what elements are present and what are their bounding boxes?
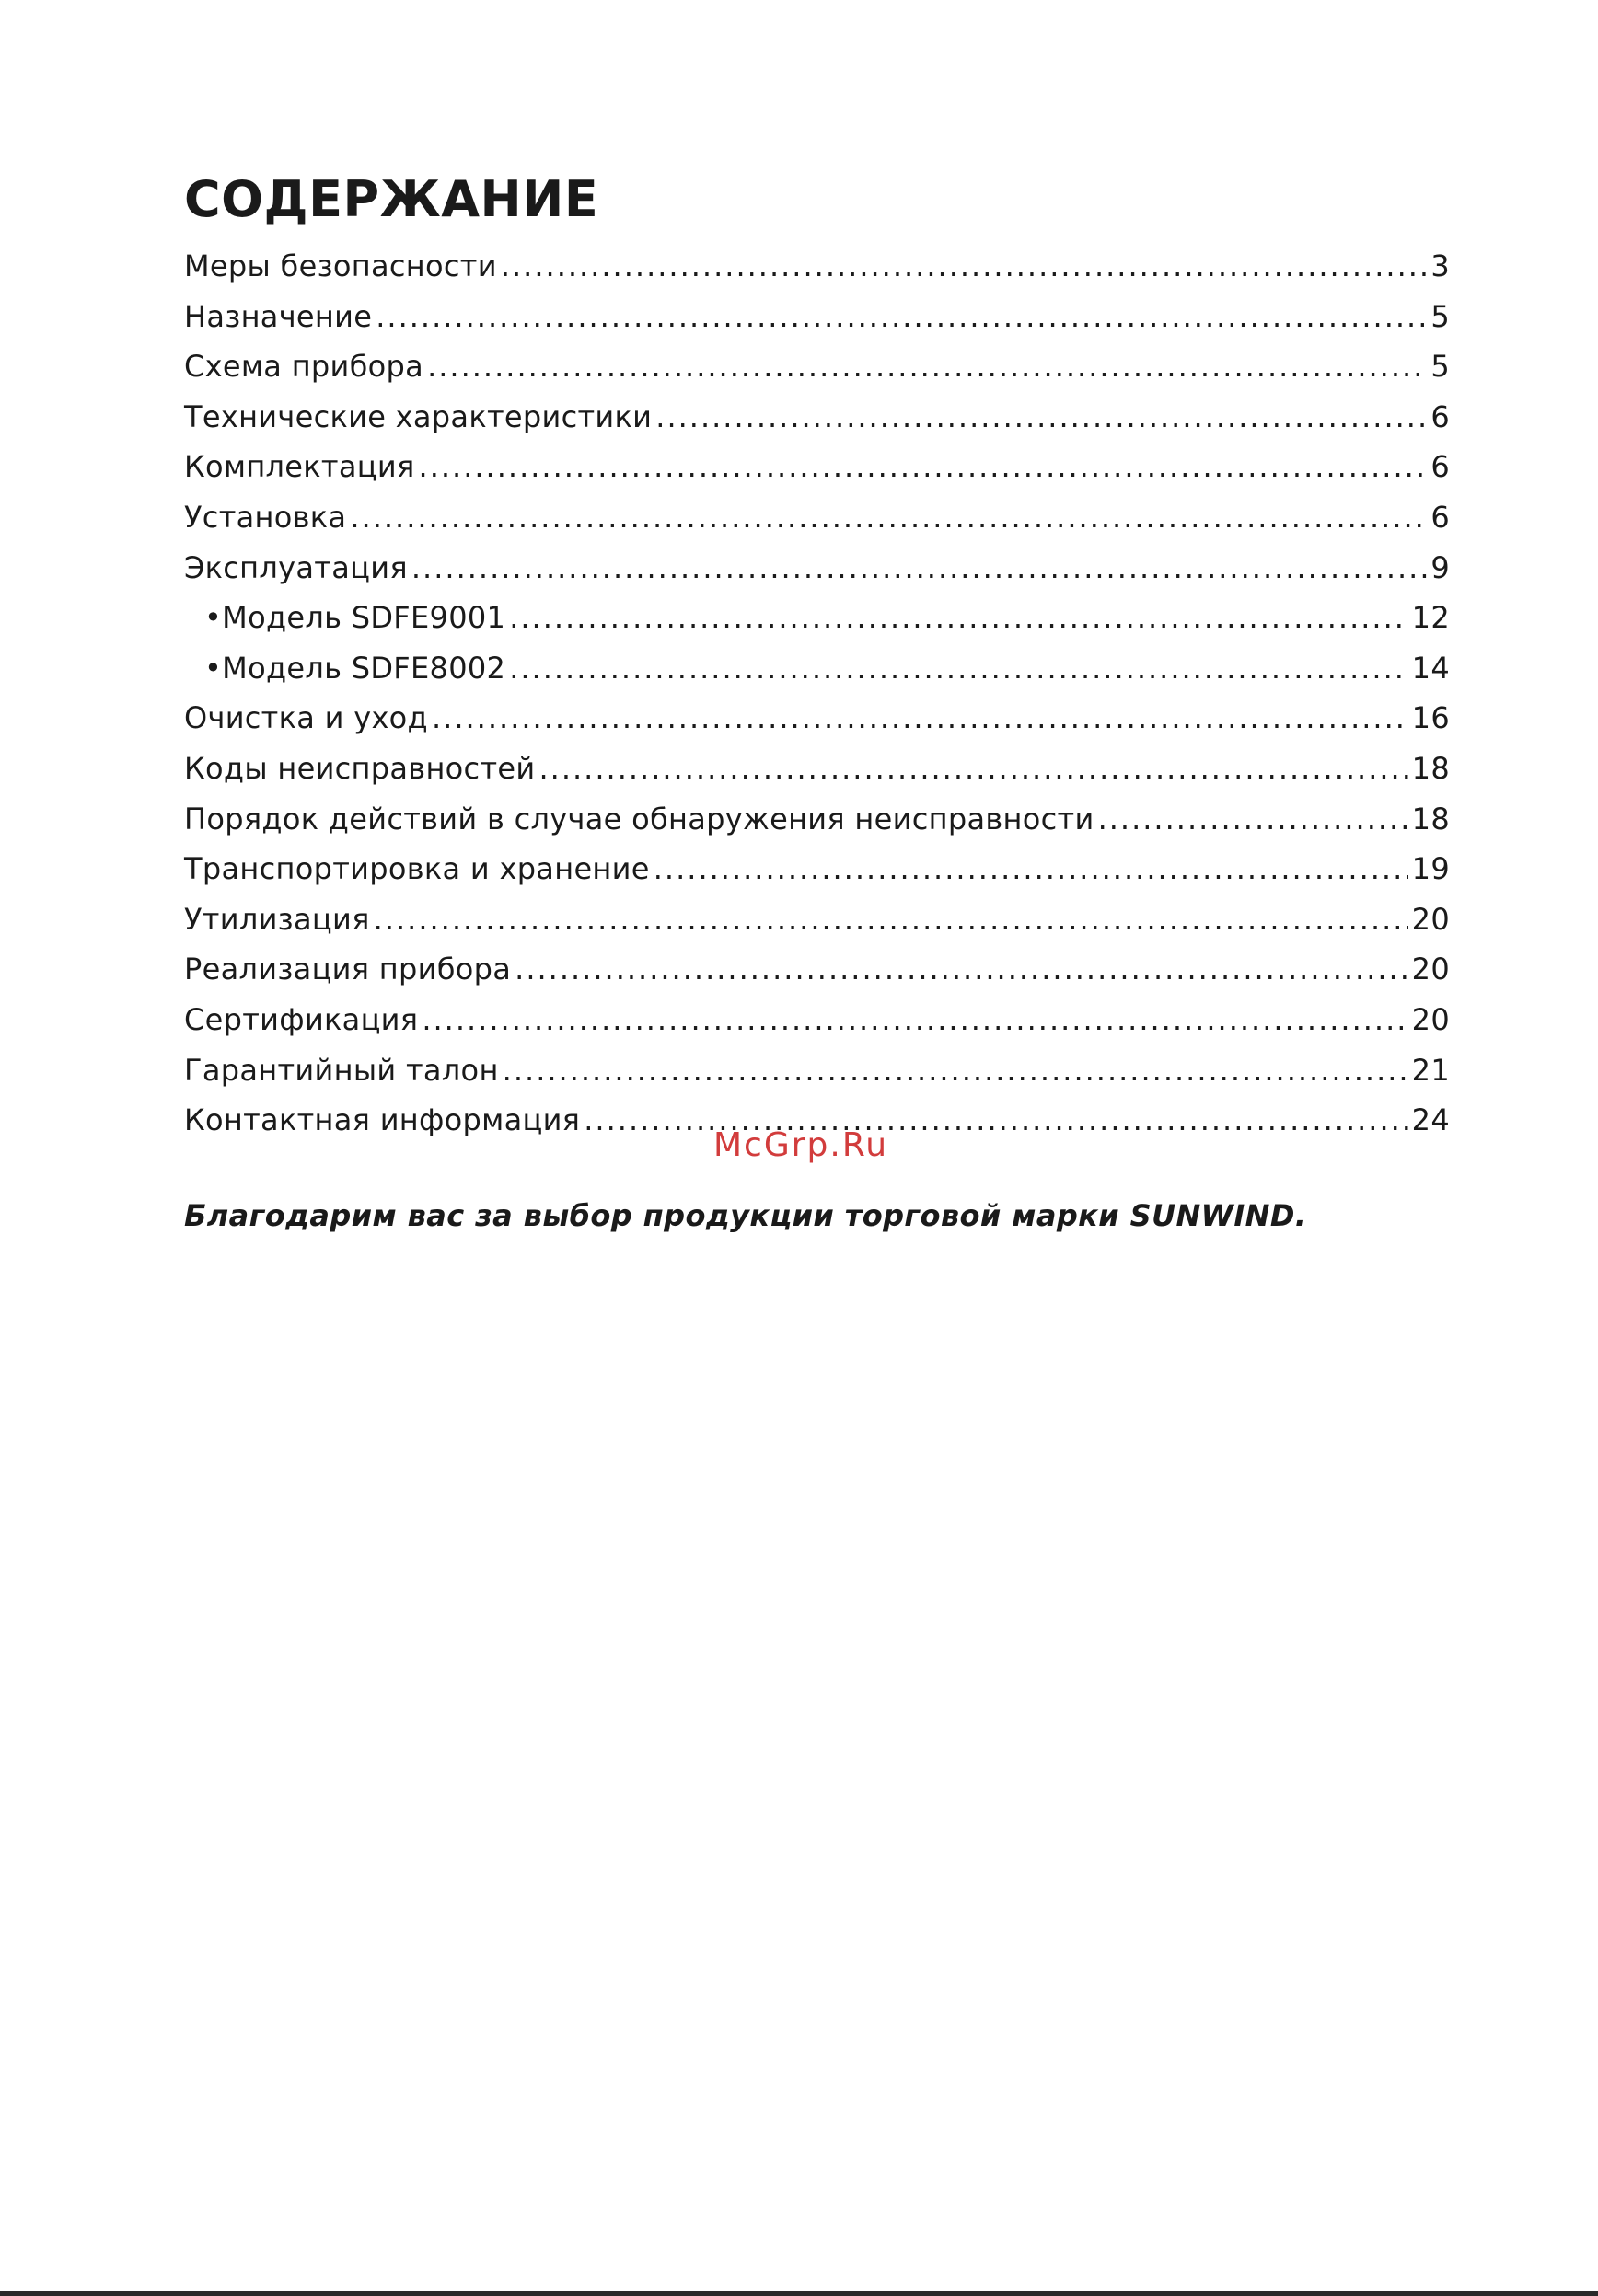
toc-entry bbox=[184, 894, 1450, 945]
toc-leader-dots bbox=[501, 241, 1428, 292]
toc-entry-label: Очистка и уход bbox=[184, 700, 428, 736]
toc-entry-page: 21 bbox=[1411, 1052, 1450, 1088]
toc-entry-page: 24 bbox=[1411, 1102, 1450, 1138]
toc-entry bbox=[184, 543, 1450, 594]
toc-leader-dots bbox=[422, 995, 1407, 1045]
toc-entry-page: 5 bbox=[1430, 349, 1450, 385]
toc-leader-dots bbox=[427, 341, 1427, 392]
toc-entry-label: Гарантийный талон bbox=[184, 1052, 499, 1088]
toc-entry bbox=[184, 442, 1450, 492]
toc-entry-page: 12 bbox=[1411, 600, 1450, 636]
bottom-divider bbox=[0, 2291, 1598, 2296]
toc-entry-label: Установка bbox=[184, 499, 347, 535]
toc-entry-label: Эксплуатация bbox=[184, 549, 408, 585]
toc-leader-dots bbox=[538, 744, 1407, 794]
toc-leader-dots bbox=[350, 492, 1427, 543]
toc-entry-page: 16 bbox=[1411, 700, 1450, 736]
toc-entry-label: Реализация прибора bbox=[184, 952, 512, 987]
toc-entry-page: 5 bbox=[1430, 298, 1450, 334]
toc-entry bbox=[184, 794, 1450, 845]
toc-leader-dots bbox=[584, 1095, 1407, 1146]
toc-leader-dots bbox=[419, 442, 1428, 492]
toc-entry-page: 6 bbox=[1430, 499, 1450, 535]
toc-leader-dots bbox=[411, 543, 1427, 594]
toc-entry bbox=[184, 492, 1450, 543]
toc-leader-dots bbox=[503, 1045, 1408, 1096]
toc-leader-dots bbox=[1098, 794, 1408, 845]
toc-entry-label: Технические характеристики bbox=[184, 398, 653, 434]
toc-entry-page: 18 bbox=[1411, 750, 1450, 786]
toc-entry-label: Коды неисправностей bbox=[184, 750, 536, 786]
toc-entry-label: Комплектация bbox=[184, 449, 415, 485]
toc-entry bbox=[184, 844, 1450, 894]
toc-entry bbox=[184, 341, 1450, 392]
toc-leader-dots bbox=[374, 894, 1408, 945]
toc-entry-page: 9 bbox=[1430, 549, 1450, 585]
toc-entry-label: Утилизация bbox=[184, 901, 370, 937]
toc-leader-dots bbox=[509, 643, 1407, 694]
toc-entry bbox=[184, 292, 1450, 342]
toc-entry bbox=[184, 693, 1450, 744]
toc-entry bbox=[184, 995, 1450, 1045]
toc-entry-page: 18 bbox=[1411, 801, 1450, 836]
toc-entry-label: •Модель SDFE8002 bbox=[204, 650, 506, 686]
toc-entry bbox=[184, 944, 1450, 995]
toc-entry-label: Контактная информация bbox=[184, 1102, 581, 1138]
watermark-text: McGrp.Ru bbox=[713, 1126, 889, 1164]
toc-entry-page: 6 bbox=[1430, 449, 1450, 485]
toc-entry-label: •Модель SDFE9001 bbox=[204, 600, 506, 636]
toc-subentry bbox=[184, 643, 1450, 694]
toc-entry-label: Меры безопасности bbox=[184, 248, 497, 283]
toc-entry-label: Назначение bbox=[184, 298, 373, 334]
toc-entry-label: Схема прибора bbox=[184, 349, 424, 385]
toc-leader-dots bbox=[376, 292, 1427, 342]
toc-list bbox=[184, 241, 1450, 1146]
toc-entry-page: 19 bbox=[1411, 851, 1450, 887]
toc-entry bbox=[184, 1045, 1450, 1096]
toc-entry-label: Сертификация bbox=[184, 1001, 419, 1037]
toc-entry-page: 20 bbox=[1411, 1001, 1450, 1037]
toc-entry-page: 14 bbox=[1411, 650, 1450, 686]
toc-entry-label: Порядок действий в случае обнаружения неисправности bbox=[184, 801, 1094, 836]
toc-entry-page: 3 bbox=[1430, 248, 1450, 283]
toc-entry bbox=[184, 744, 1450, 794]
toc-entry bbox=[184, 392, 1450, 443]
toc-leader-dots bbox=[432, 693, 1408, 744]
toc-entry-page: 6 bbox=[1430, 398, 1450, 434]
toc-entry-page: 20 bbox=[1411, 952, 1450, 987]
toc-entry-label: Транспортировка и хранение bbox=[184, 851, 650, 887]
toc-subentry bbox=[184, 593, 1450, 643]
toc-leader-dots bbox=[515, 944, 1408, 995]
thank-you-note: Благодарим вас за выбор продукции торговой марки SUNWIND. bbox=[184, 1198, 1307, 1233]
toc-leader-dots bbox=[509, 593, 1407, 643]
toc-entry-page: 20 bbox=[1411, 901, 1450, 937]
toc-leader-dots bbox=[654, 844, 1408, 894]
toc-leader-dots bbox=[655, 392, 1427, 443]
toc-heading: СОДЕРЖАНИЕ bbox=[184, 170, 599, 228]
toc-entry bbox=[184, 241, 1450, 292]
